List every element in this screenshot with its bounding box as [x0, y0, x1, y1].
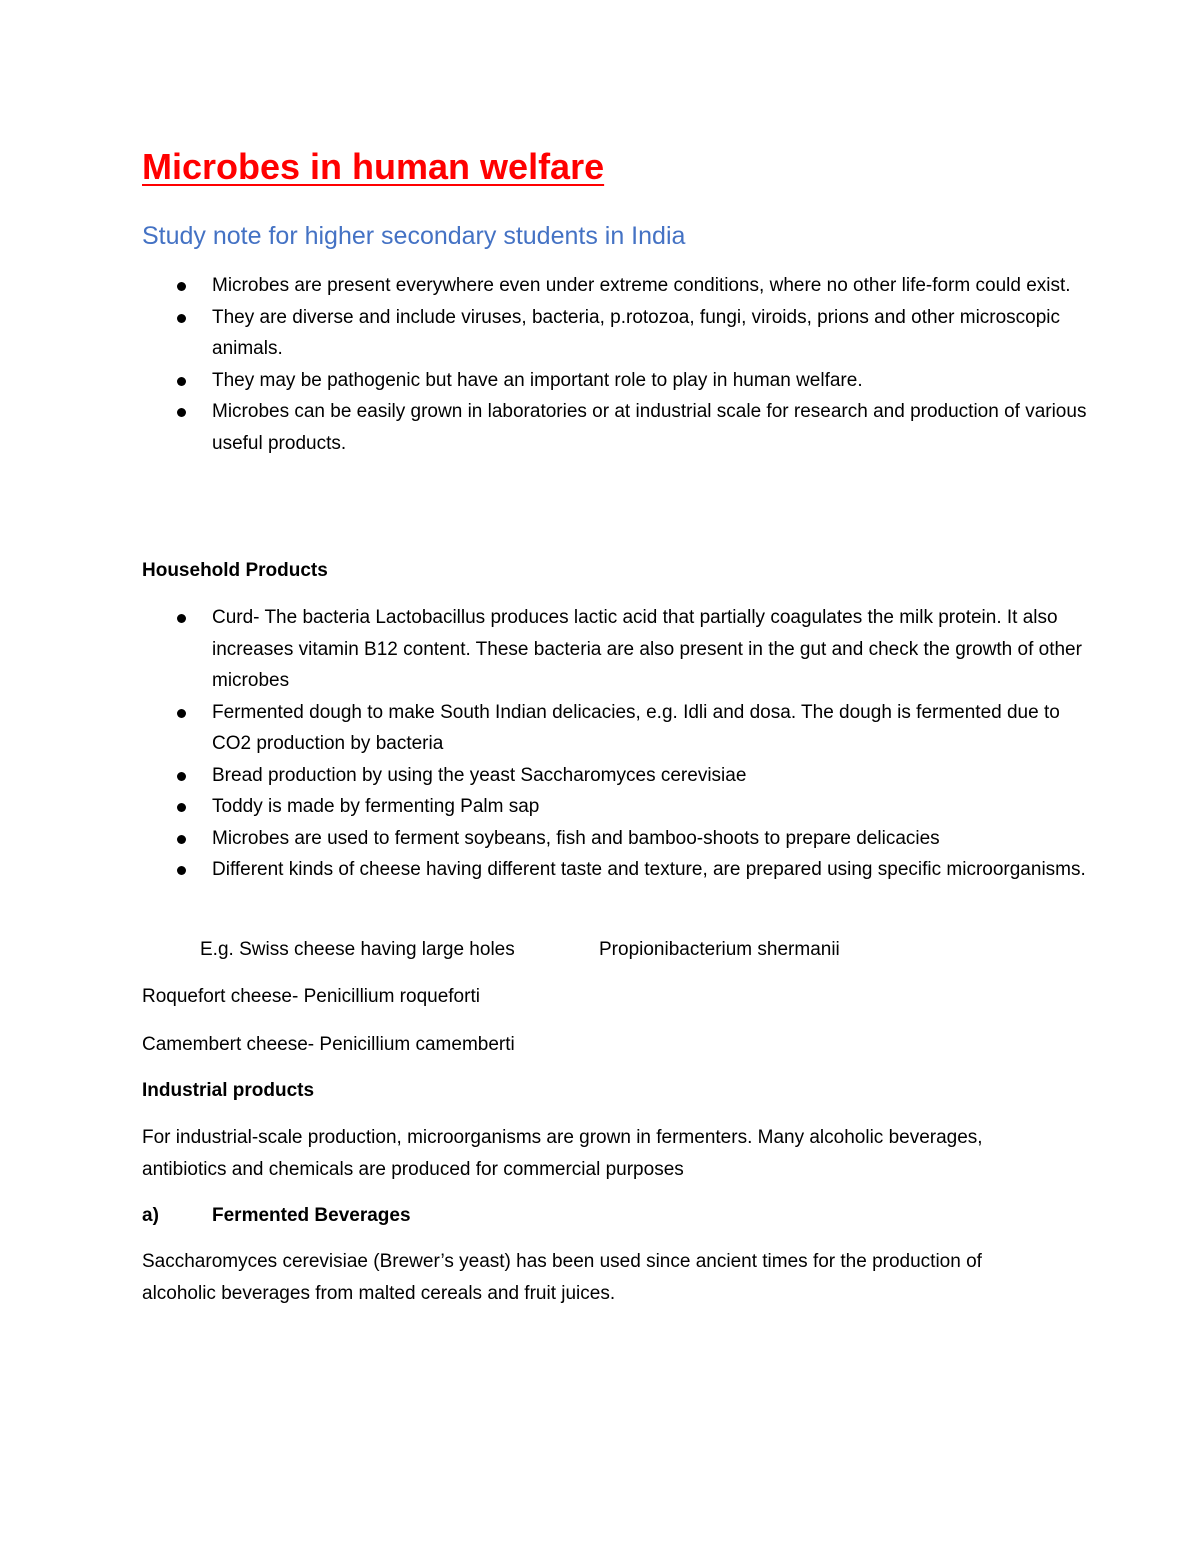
- roquefort-cheese-line: Roquefort cheese- Penicillium roqueforti: [142, 986, 480, 1007]
- list-item-text: They are diverse and include viruses, bacteria, p.rotozoa, fungi, viroids, prions and other microscopic animals.: [212, 306, 1061, 359]
- bullet-icon: [177, 282, 186, 291]
- list-item: [142, 697, 1092, 760]
- list-item-text: Microbes are used to ferment soybeans, fish and bamboo-shoots to prepare delicacies: [212, 827, 940, 849]
- document-title: Microbes in human welfare: [142, 146, 605, 187]
- list-item-text: Curd- The bacteria Lactobacillus produces lactic acid that partially coagulates the milk protein. It also increases vitamin B12 content. These bacteria are also present in the gut and check the growth of other microbes: [212, 607, 1082, 691]
- household-bullet-list: [142, 602, 1092, 886]
- intro-bullet-list: [142, 270, 1092, 459]
- bullet-icon: [177, 803, 186, 812]
- bullet-icon: [177, 866, 186, 875]
- list-item-text: They may be pathogenic but have an important role to play in human welfare.: [212, 369, 863, 391]
- document-subtitle: Study note for higher secondary students in India: [142, 222, 686, 250]
- list-item: [142, 365, 1092, 397]
- fermented-beverages-paragraph: Saccharomyces cerevisiae (Brewer’s yeast) has been used since ancient times for the production of alcoholic beverages from malted cereals and fruit juices.: [142, 1251, 982, 1304]
- bullet-icon: [177, 377, 186, 386]
- bullet-icon: [177, 314, 186, 323]
- list-item: [142, 854, 1092, 886]
- household-products-heading: Household Products: [142, 560, 328, 581]
- list-item-text: Microbes can be easily grown in laboratories or at industrial scale for research and production of various useful products.: [212, 401, 1087, 454]
- bullet-icon: [177, 835, 186, 844]
- list-item-text: Microbes are present everywhere even under extreme conditions, where no other life-form could exist.: [212, 275, 1071, 296]
- list-item: [142, 760, 1092, 792]
- list-item-text: Toddy is made by fermenting Palm sap: [212, 796, 540, 817]
- list-item: [142, 791, 1092, 823]
- bullet-icon: [177, 614, 186, 623]
- industrial-products-paragraph: For industrial-scale production, microorganisms are grown in fermenters. Many alcoholic beverages, antibiotics and chemicals are produced for commercial purposes: [142, 1127, 983, 1180]
- swiss-cheese-microbe: Propionibacterium shermanii: [599, 939, 840, 960]
- camembert-cheese-line: Camembert cheese- Penicillium camemberti: [142, 1034, 515, 1055]
- list-item: [142, 302, 1092, 365]
- bullet-icon: [177, 772, 186, 781]
- list-item-text: Fermented dough to make South Indian delicacies, e.g. Idli and dosa. The dough is fermented due to CO2 production by bacteria: [212, 701, 1060, 754]
- list-item: [142, 270, 1092, 302]
- subsection-title: Fermented Beverages: [212, 1205, 411, 1226]
- swiss-cheese-example: E.g. Swiss cheese having large holes: [200, 939, 515, 960]
- list-item: [142, 396, 1092, 459]
- list-item-text: Different kinds of cheese having different taste and texture, are prepared using specific microorganisms.: [212, 859, 1086, 880]
- bullet-icon: [177, 709, 186, 718]
- list-item-text: Bread production by using the yeast Saccharomyces cerevisiae: [212, 764, 747, 786]
- industrial-products-heading: Industrial products: [142, 1080, 315, 1101]
- list-item: [142, 823, 1092, 855]
- subsection-marker: a): [142, 1205, 159, 1226]
- fermented-beverages-heading: [142, 1200, 411, 1232]
- bullet-icon: [177, 408, 186, 417]
- list-item: [142, 602, 1092, 697]
